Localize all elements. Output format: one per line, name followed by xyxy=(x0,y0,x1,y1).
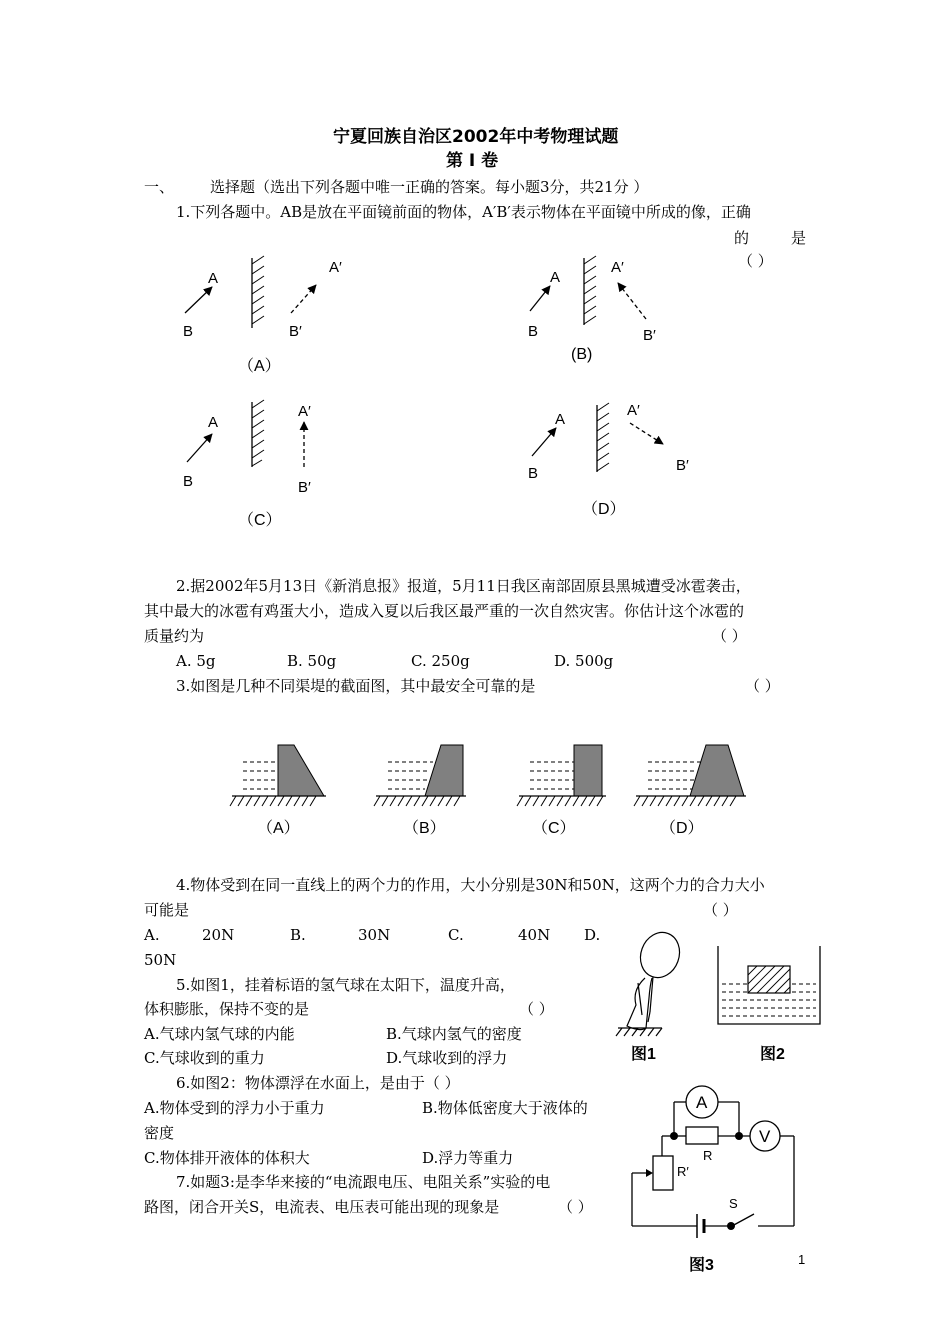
figure3-junctions xyxy=(670,1132,743,1230)
q6-option-b: B.物体低密度大于液体的 xyxy=(422,1099,588,1117)
q5-answer-paren: （ ） xyxy=(519,1000,554,1018)
q5-option-d: D.气球收到的浮力 xyxy=(386,1049,508,1067)
q4-answer-paren: （ ） xyxy=(703,901,738,919)
q3b-caption: （B） xyxy=(403,820,446,837)
figure3-circuit xyxy=(632,1086,794,1238)
q2-line3: 质量约为 xyxy=(144,627,205,645)
figure3-caption: 图3 xyxy=(689,1257,714,1274)
q7-line2: 路图，闭合开关S，电流表、电压表可能出现的现象是 xyxy=(144,1198,500,1216)
q4-opt-a-val: 20N xyxy=(202,926,235,944)
q4-opt-d-val: 50N xyxy=(144,951,177,969)
q1c-label-A2: A′ xyxy=(298,403,311,420)
q3c-caption: （C） xyxy=(532,820,576,837)
q2-line2: 其中最大的冰雹有鸡蛋大小，造成入夏以后我区最严重的一次自然灾害。你估计这个冰雹的 xyxy=(144,602,745,620)
figure2-caption: 图2 xyxy=(760,1046,785,1063)
q6-option-a: A.物体受到的浮力小于重力 xyxy=(144,1099,325,1117)
q1b-label-B: B xyxy=(528,323,539,340)
q1c-caption: （C） xyxy=(238,512,282,529)
q2-line1: 2.据2002年5月13日《新消息报》报道，5月11日我区南部固原县黑城遭受冰雹袭击， xyxy=(176,577,751,595)
q1-diagram-c xyxy=(183,400,311,496)
q6-option-b-cont: 密度 xyxy=(144,1124,175,1142)
q1b-label-B2: B′ xyxy=(643,327,656,344)
ammeter-label: A xyxy=(696,1093,708,1112)
q2-option-c: C. 250g xyxy=(411,652,470,670)
q4-opt-c: C. xyxy=(448,926,464,944)
q5-option-c: C.气球收到的重力 xyxy=(144,1049,265,1067)
q1d-label-B: B xyxy=(528,465,539,482)
q4-opt-c-val: 40N xyxy=(518,926,551,944)
q5-option-a: A.气球内氢气球的内能 xyxy=(144,1025,295,1043)
voltmeter-label: V xyxy=(759,1127,771,1146)
figure1-balloon xyxy=(616,927,686,1036)
q4-opt-b: B. xyxy=(290,926,306,944)
section-number: 一、 xyxy=(144,178,175,196)
q1a-label-A: A xyxy=(208,270,219,287)
q6-line1: 6.如图2：物体漂浮在水面上，是由于（ ） xyxy=(176,1074,460,1092)
q1c-label-A: A xyxy=(208,414,219,431)
q4-line2: 可能是 xyxy=(144,901,190,919)
figure1-caption: 图1 xyxy=(631,1046,656,1063)
q2-answer-paren: （ ） xyxy=(712,627,747,645)
q1d-label-A2: A′ xyxy=(627,402,640,419)
q1-answer-paren: （ ） xyxy=(738,252,773,270)
q7-answer-paren: （ ） xyxy=(558,1198,593,1216)
page-number: 1 xyxy=(798,1252,806,1267)
q1-line2a: 的 xyxy=(734,229,750,247)
q2-option-b: B. 50g xyxy=(287,652,337,670)
q1b-caption: (B) xyxy=(571,346,593,363)
q1d-caption: （D） xyxy=(582,501,626,518)
q6-option-c: C.物体排开液体的体积大 xyxy=(144,1149,310,1167)
q1-diagram-d xyxy=(528,402,689,482)
q1b-label-A2: A′ xyxy=(611,259,624,276)
q5-option-b: B.气球内氢气的密度 xyxy=(386,1025,522,1043)
q3-embankments xyxy=(230,745,746,806)
resistor-label: R xyxy=(703,1148,713,1163)
q1a-label-B2: B′ xyxy=(289,323,302,340)
q1-line2b: 是 xyxy=(791,229,807,247)
q1b-label-A: A xyxy=(550,269,561,286)
q3-answer-paren: （ ） xyxy=(745,677,780,695)
q7-line1: 7.如题3:是李华来接的“电流跟电压、电阻关系”实验的电 xyxy=(176,1173,551,1191)
q1c-label-B2: B′ xyxy=(298,479,311,496)
q1a-caption: （A） xyxy=(238,358,281,375)
q1a-label-A2: A′ xyxy=(329,259,342,276)
q1-diagram-a xyxy=(183,256,342,340)
q3a-caption: （A） xyxy=(257,820,300,837)
q5-line2: 体积膨胀，保持不变的是 xyxy=(144,1000,310,1018)
q3d-caption: （D） xyxy=(660,820,704,837)
rheostat-label: R′ xyxy=(677,1164,689,1179)
q1a-label-B: B xyxy=(183,323,194,340)
q4-line1: 4.物体受到在同一直线上的两个力的作用，大小分别是30N和50N，这两个力的合力大小 xyxy=(176,876,765,894)
q3-line1: 3.如图是几种不同渠堤的截面图，其中最安全可靠的是 xyxy=(176,677,536,695)
q4-opt-a: A. xyxy=(144,926,160,944)
volume-label: 第 Ⅰ 卷 xyxy=(446,151,499,171)
q2-option-a: A. 5g xyxy=(176,652,216,670)
switch-label: S xyxy=(729,1196,738,1211)
q1-diagram-b xyxy=(528,256,656,344)
q1c-label-B: B xyxy=(183,473,194,490)
figure2-floating-block xyxy=(718,946,820,1024)
q5-line1: 5.如图1，挂着标语的氢气球在太阳下，温度升高， xyxy=(176,976,515,994)
q4-opt-b-val: 30N xyxy=(358,926,391,944)
q2-option-d: D. 500g xyxy=(554,652,614,670)
section-heading: 选择题（选出下列各题中唯一正确的答案。每小题3分，共21分 ） xyxy=(210,178,649,196)
q1d-label-B2: B′ xyxy=(676,457,689,474)
q1-line1: 1.下列各题中。AB是放在平面镜前面的物体，A′B′表示物体在平面镜中所成的像，正确 xyxy=(176,203,751,221)
q1d-label-A: A xyxy=(555,411,566,428)
q4-opt-d: D. xyxy=(584,926,601,944)
page-title: 宁夏回族自治区2002年中考物理试题 xyxy=(333,127,619,147)
q6-option-d: D.浮力等重力 xyxy=(422,1149,514,1167)
